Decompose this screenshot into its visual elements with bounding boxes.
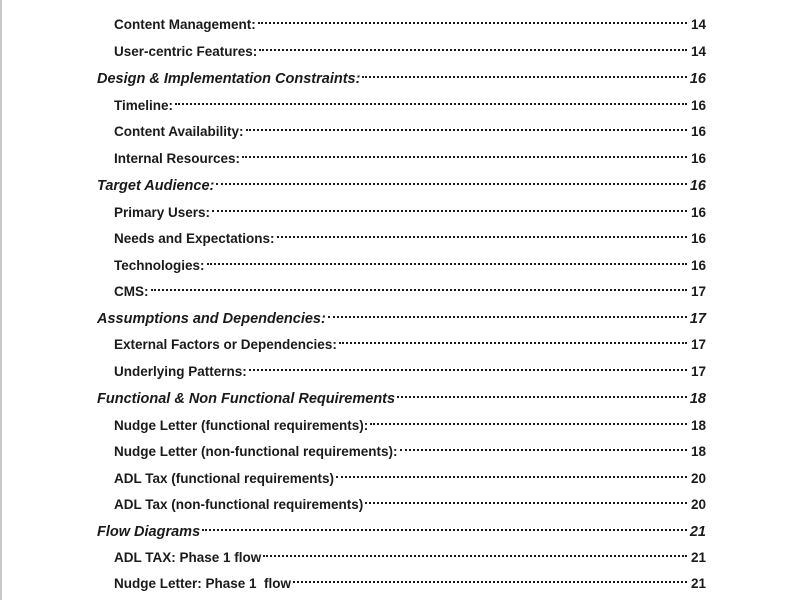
- toc-page-number: 14: [690, 44, 706, 59]
- toc-heading-label: Functional & Non Functional Requirements: [97, 391, 396, 407]
- dot-leader: [202, 516, 687, 536]
- toc-page-number: 16: [690, 124, 706, 139]
- toc-page-number: 20: [690, 471, 706, 486]
- toc-heading-flow-diagrams[interactable]: [97, 516, 706, 540]
- toc-entry-cms[interactable]: [114, 276, 706, 299]
- dot-leader: [242, 143, 687, 163]
- toc-entry-adl-tax-non-functional[interactable]: [114, 489, 706, 512]
- dot-leader: [263, 542, 687, 562]
- toc-page-number: 18: [690, 418, 706, 433]
- toc-entry-label: User-centric Features:: [114, 44, 258, 59]
- toc-heading-design-implementation-constraints[interactable]: [97, 63, 706, 87]
- dot-leader: [207, 250, 687, 270]
- toc-entry-timeline[interactable]: [114, 90, 706, 113]
- toc-heading-label: Design & Implementation Constraints:: [97, 71, 361, 87]
- toc-entry-primary-users[interactable]: [114, 197, 706, 220]
- toc-heading-label: Target Audience:: [97, 178, 215, 194]
- dot-leader: [216, 170, 687, 190]
- dot-leader: [258, 9, 687, 29]
- dot-leader: [175, 90, 687, 110]
- toc-heading-target-audience[interactable]: [97, 170, 706, 194]
- toc-page-number: 17: [690, 284, 706, 299]
- toc-page-number: 17: [690, 337, 706, 352]
- toc-entry-label: Underlying Patterns:: [114, 364, 247, 379]
- toc-entry-label: Nudge Letter (non-functional requirements):: [114, 444, 398, 459]
- toc-entry-label: ADL TAX: Phase 1 flow: [114, 550, 262, 565]
- toc-page-number: 17: [689, 311, 706, 327]
- toc-entry-nudge-letter-phase-1-flow[interactable]: [114, 568, 706, 591]
- dot-leader: [365, 489, 687, 509]
- toc-entry-needs-and-expectations[interactable]: [114, 223, 706, 246]
- toc-heading-label: Flow Diagrams: [97, 524, 201, 540]
- dot-leader: [339, 329, 687, 349]
- toc-page-number: 16: [690, 151, 706, 166]
- toc-entry-label: Needs and Expectations:: [114, 231, 275, 246]
- toc-page-number: 16: [690, 258, 706, 273]
- dot-leader: [249, 356, 687, 376]
- dot-leader: [397, 383, 687, 403]
- toc-heading-functional-requirements[interactable]: [97, 383, 706, 407]
- toc-entry-underlying-patterns[interactable]: [114, 356, 706, 379]
- toc-entry-label: Content Management:: [114, 17, 256, 32]
- dot-leader: [400, 436, 688, 456]
- toc-page-number: 21: [689, 524, 706, 540]
- toc-page-number: 18: [690, 444, 706, 459]
- toc-entry-user-centric-features[interactable]: [114, 36, 706, 59]
- toc-entry-nudge-letter-functional[interactable]: [114, 410, 706, 433]
- toc-entry-label: ADL Tax (functional requirements): [114, 471, 335, 486]
- toc-entry-adl-tax-phase-1-flow[interactable]: [114, 542, 706, 565]
- dot-leader: [277, 223, 687, 243]
- toc-entry-label: Nudge Letter (functional requirements):: [114, 418, 369, 433]
- dot-leader: [293, 568, 687, 588]
- toc-entry-content-availability[interactable]: [114, 116, 706, 139]
- toc-heading-assumptions-and-dependencies[interactable]: [97, 303, 706, 327]
- toc-entry-label: Timeline:: [114, 98, 174, 113]
- dot-leader: [336, 463, 687, 483]
- toc-entry-technologies[interactable]: [114, 250, 706, 273]
- toc-entry-label: Primary Users:: [114, 205, 211, 220]
- dot-leader: [362, 63, 686, 83]
- toc-page-number: 18: [689, 391, 706, 407]
- toc-page-number: 16: [689, 178, 706, 194]
- toc-page-number: 16: [689, 71, 706, 87]
- dot-leader: [259, 36, 687, 56]
- toc-page-number: 16: [690, 98, 706, 113]
- toc-page-number: 20: [690, 497, 706, 512]
- toc-heading-label: Assumptions and Dependencies:: [97, 311, 326, 327]
- toc-entry-label: ADL Tax (non-functional requirements): [114, 497, 364, 512]
- dot-leader: [212, 197, 687, 217]
- toc-page-number: 16: [690, 231, 706, 246]
- toc-entry-internal-resources[interactable]: [114, 143, 706, 166]
- toc-entry-label: External Factors or Dependencies:: [114, 337, 337, 352]
- toc-entry-content-management[interactable]: [114, 9, 706, 32]
- toc-entry-adl-tax-functional[interactable]: [114, 463, 706, 486]
- toc-page-number: 21: [690, 550, 706, 565]
- toc-entry-label: Internal Resources:: [114, 151, 241, 166]
- dot-leader: [370, 410, 687, 430]
- toc-entry-label: Nudge Letter: Phase 1 flow: [114, 576, 292, 591]
- dot-leader: [328, 303, 687, 323]
- toc-page-number: 17: [690, 364, 706, 379]
- toc-entry-label: Content Availability:: [114, 124, 244, 139]
- toc-entry-label: CMS:: [114, 284, 149, 299]
- toc-page-number: 14: [690, 17, 706, 32]
- toc-page-number: 16: [690, 205, 706, 220]
- dot-leader: [151, 276, 688, 296]
- toc-entry-label: Technologies:: [114, 258, 205, 273]
- toc-entry-nudge-letter-non-functional[interactable]: [114, 436, 706, 459]
- toc-entry-external-factors[interactable]: [114, 329, 706, 352]
- toc-page-number: 21: [690, 576, 706, 591]
- dot-leader: [246, 116, 687, 136]
